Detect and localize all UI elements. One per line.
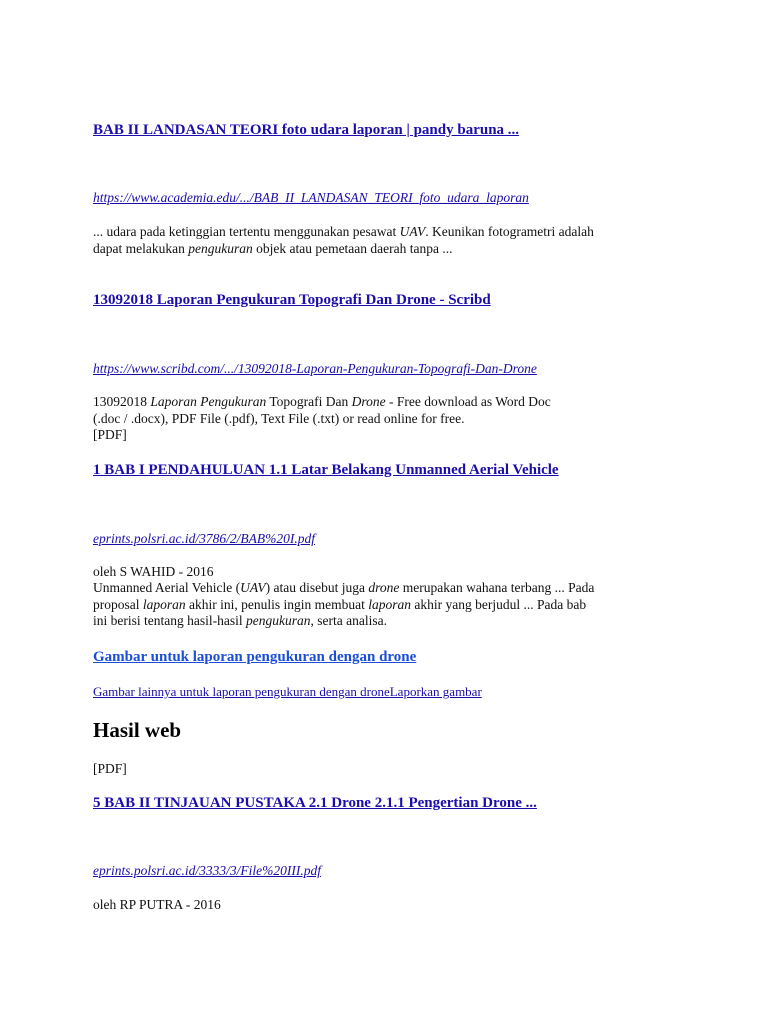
result-snippet bbox=[93, 580, 594, 630]
result-url-link[interactable]: eprints.polsri.ac.id/3786/2/BAB%20I.pdf bbox=[93, 531, 315, 546]
snippet-text: objek atau pemetaan daerah tanpa ... bbox=[252, 240, 453, 256]
snippet-text: proposal bbox=[93, 596, 143, 612]
images-more-links bbox=[93, 684, 482, 700]
snippet-text: (.doc / .docx), PDF File (.pdf), Text File (.txt) or read online for free. bbox=[93, 410, 465, 426]
result-title-link[interactable]: BAB II LANDASAN TEORI foto udara laporan | pandy baruna ... bbox=[93, 122, 520, 138]
result-title-link[interactable]: 5 BAB II TINJAUAN PUSTAKA 2.1 Drone 2.1.1 Pengertian Drone ... bbox=[93, 795, 537, 811]
snippet-highlight: laporan bbox=[142, 596, 186, 612]
report-images-link[interactable]: Laporkan gambar bbox=[389, 684, 482, 699]
snippet-highlight: UAV bbox=[399, 224, 426, 239]
pdf-tag: [PDF] bbox=[93, 761, 127, 776]
snippet-highlight: Laporan Pengukuran bbox=[150, 394, 267, 409]
snippet-highlight: pengukuran bbox=[188, 240, 253, 256]
more-images-link[interactable]: Gambar lainnya untuk laporan pengukuran dengan drone bbox=[93, 684, 390, 699]
snippet-text: - Free download as Word Doc bbox=[385, 394, 551, 409]
result-title-link[interactable]: 13092018 Laporan Pengukuran Topografi Dan Drone - Scribd bbox=[93, 292, 491, 308]
images-section-link[interactable]: Gambar untuk laporan pengukuran dengan drone bbox=[93, 649, 417, 665]
snippet-text: ... udara pada ketinggian tertentu menggunakan pesawat bbox=[93, 224, 400, 239]
result-url-link[interactable]: https://www.scribd.com/.../13092018-Laporan-Pengukuran-Topografi-Dan-Drone bbox=[93, 361, 537, 376]
result-snippet bbox=[93, 394, 551, 427]
snippet-text: dapat melakukan bbox=[93, 240, 189, 256]
result-url-link[interactable]: eprints.polsri.ac.id/3333/3/File%20III.pdf bbox=[93, 863, 321, 878]
snippet-highlight: pengukuran bbox=[245, 613, 311, 628]
pdf-tag: [PDF] bbox=[93, 427, 127, 442]
snippet-text: Topografi Dan bbox=[266, 394, 352, 409]
snippet-text: merupakan wahana terbang ... Pada bbox=[399, 580, 595, 595]
snippet-text: akhir yang berjudul ... Pada bab bbox=[411, 596, 587, 612]
snippet-highlight: drone bbox=[368, 580, 400, 595]
snippet-highlight: Drone bbox=[351, 394, 386, 409]
snippet-text: , serta analisa. bbox=[310, 613, 387, 628]
result-byline: oleh S WAHID - 2016 bbox=[93, 564, 214, 579]
snippet-text: 13092018 bbox=[93, 394, 151, 409]
result-title-link[interactable]: 1 BAB I PENDAHULUAN 1.1 Latar Belakang Unmanned Aerial Vehicle bbox=[93, 462, 559, 478]
result-byline: oleh RP PUTRA - 2016 bbox=[93, 897, 221, 912]
snippet-highlight: UAV bbox=[240, 580, 266, 595]
snippet-text: . Keunikan fotogrametri adalah bbox=[425, 224, 594, 239]
snippet-text: ) atau disebut juga bbox=[265, 580, 369, 595]
snippet-text: akhir ini, penulis ingin membuat bbox=[185, 596, 369, 612]
web-results-heading: Hasil web bbox=[93, 718, 182, 742]
result-url-link[interactable]: https://www.academia.edu/.../BAB_II_LANDASAN_TEORI_foto_udara_laporan bbox=[93, 190, 529, 205]
result-snippet bbox=[93, 224, 594, 257]
snippet-highlight: laporan bbox=[368, 596, 412, 612]
snippet-text: Unmanned Aerial Vehicle ( bbox=[93, 580, 241, 595]
snippet-text: ini berisi tentang hasil-hasil bbox=[93, 613, 246, 628]
